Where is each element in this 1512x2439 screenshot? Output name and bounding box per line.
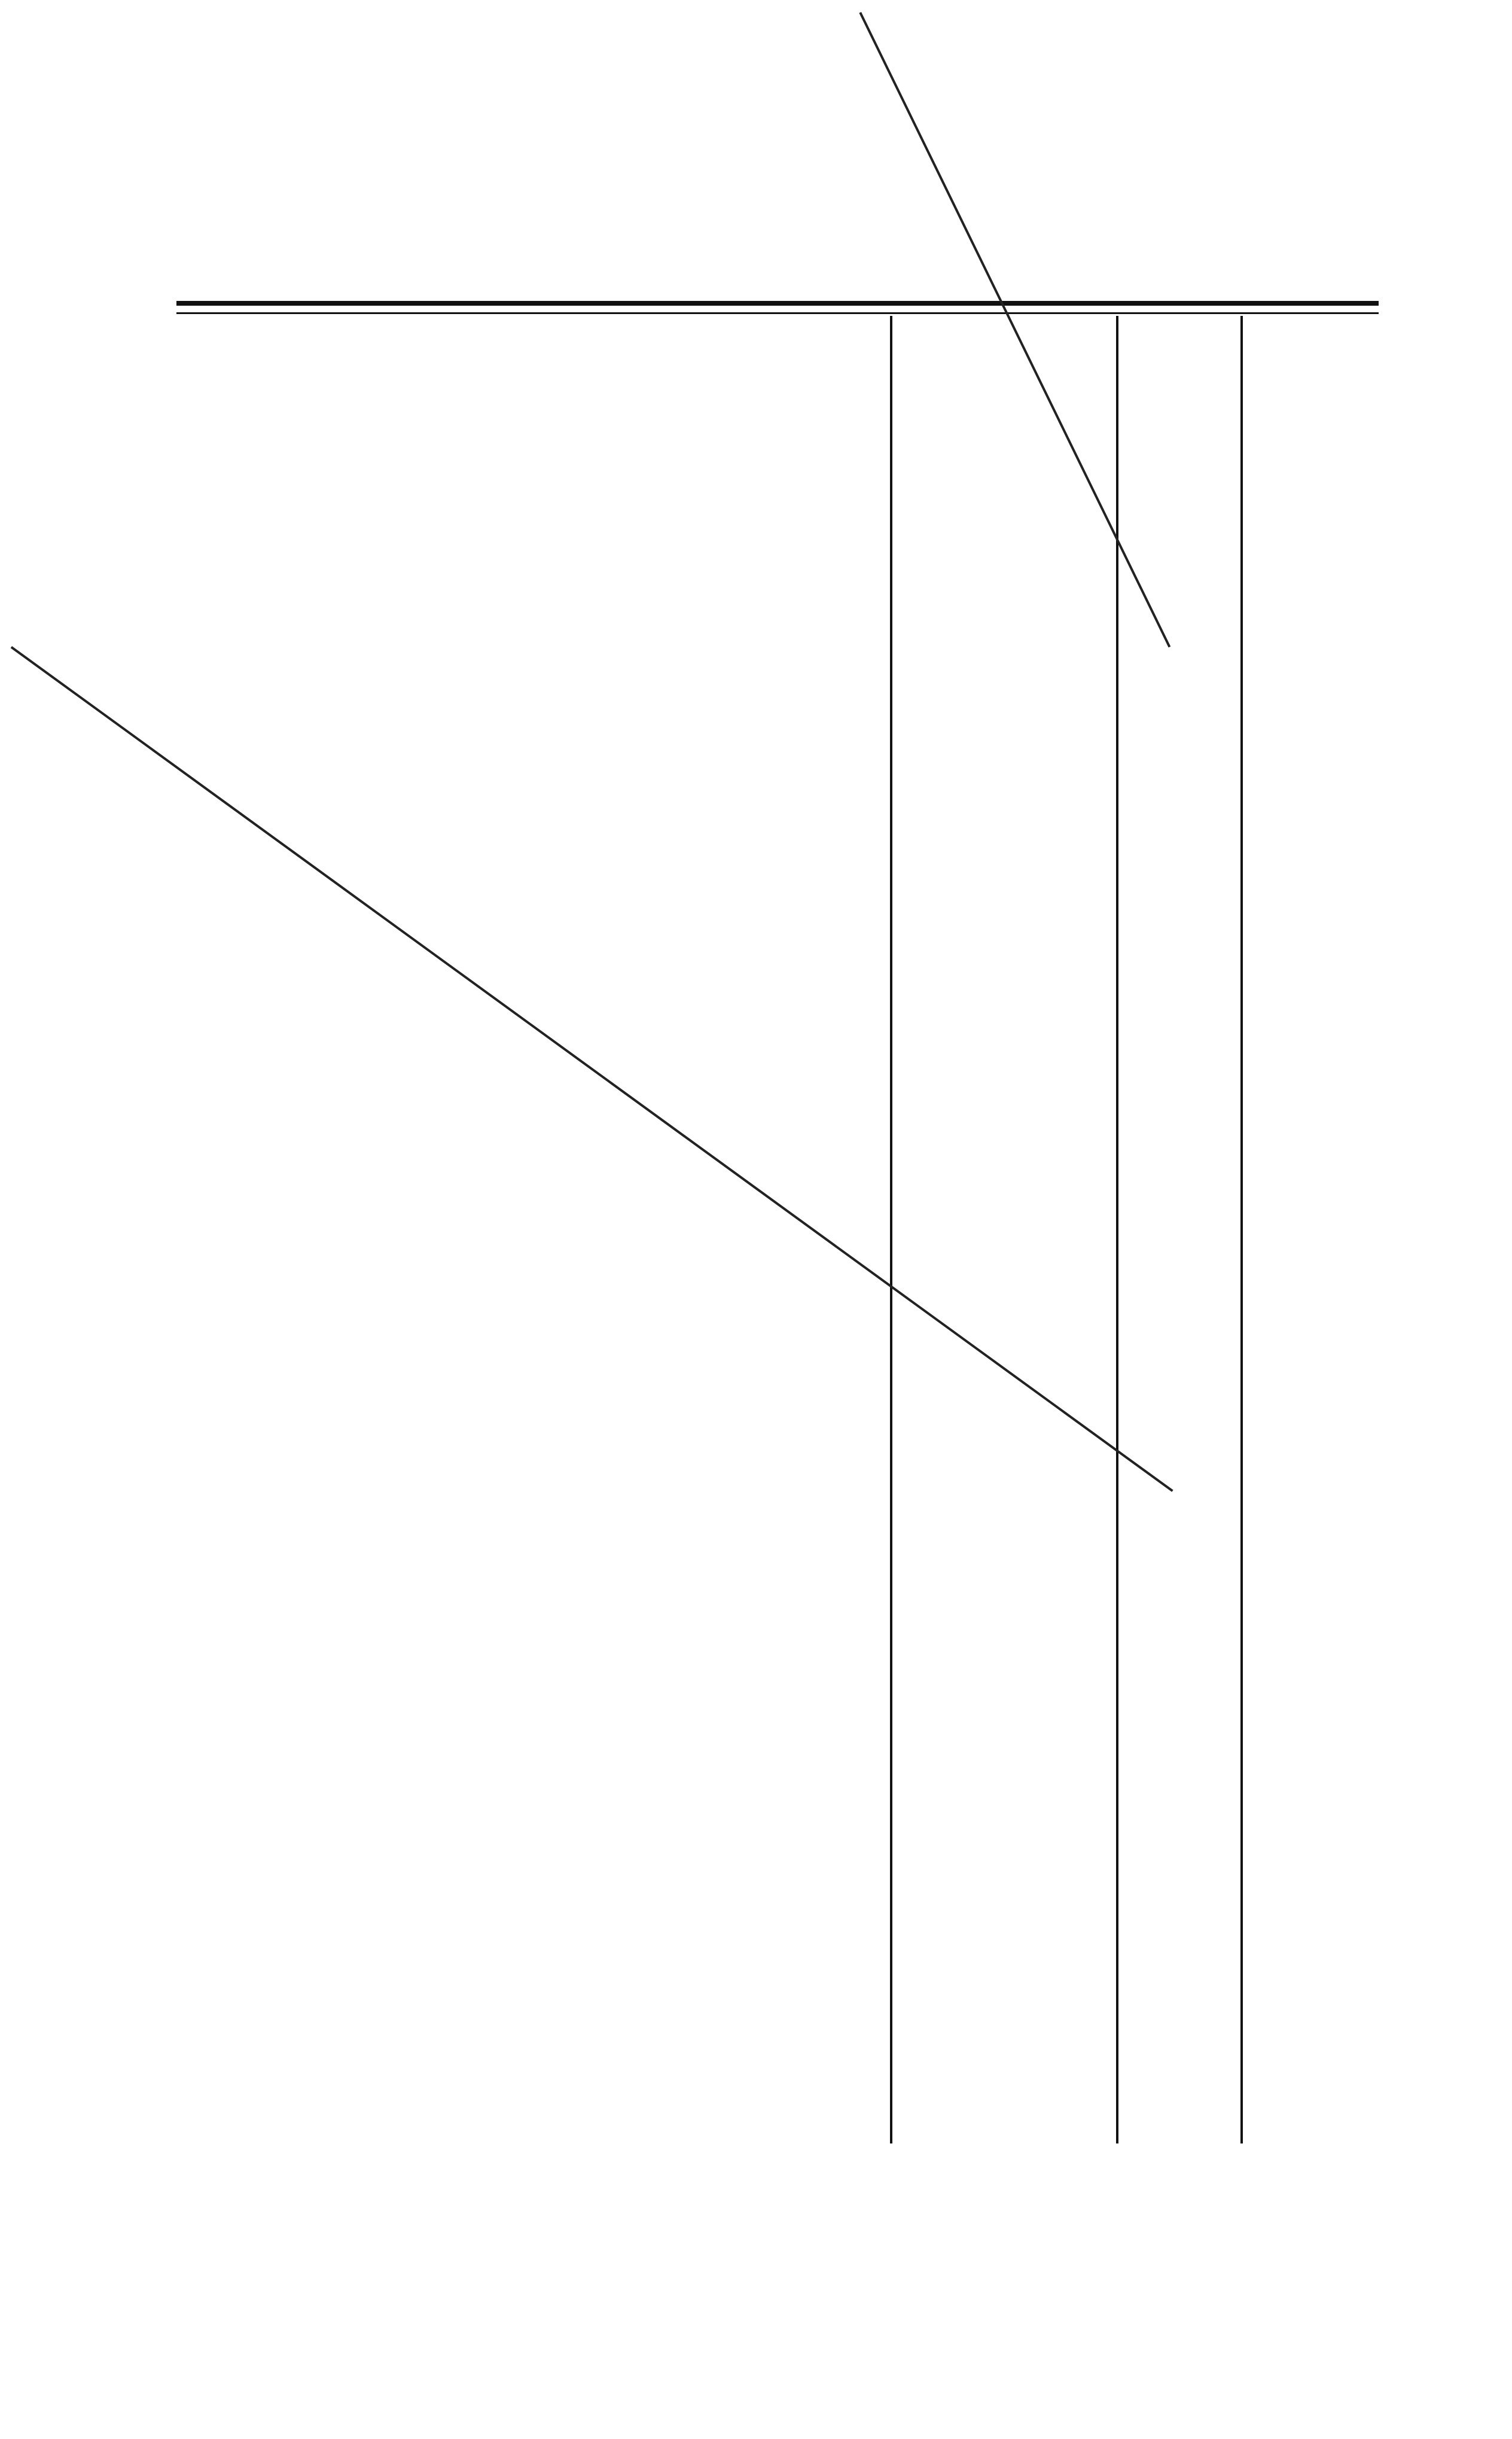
header-rule-thin bbox=[176, 312, 1379, 314]
header-rule-thick bbox=[176, 301, 1379, 306]
column-divider-3 bbox=[1240, 316, 1243, 2143]
cancellation-stroke bbox=[859, 12, 1170, 647]
cancellation-stroke bbox=[11, 646, 1173, 1492]
column-divider-2 bbox=[1116, 316, 1118, 2143]
column-divider-1 bbox=[890, 316, 892, 2143]
